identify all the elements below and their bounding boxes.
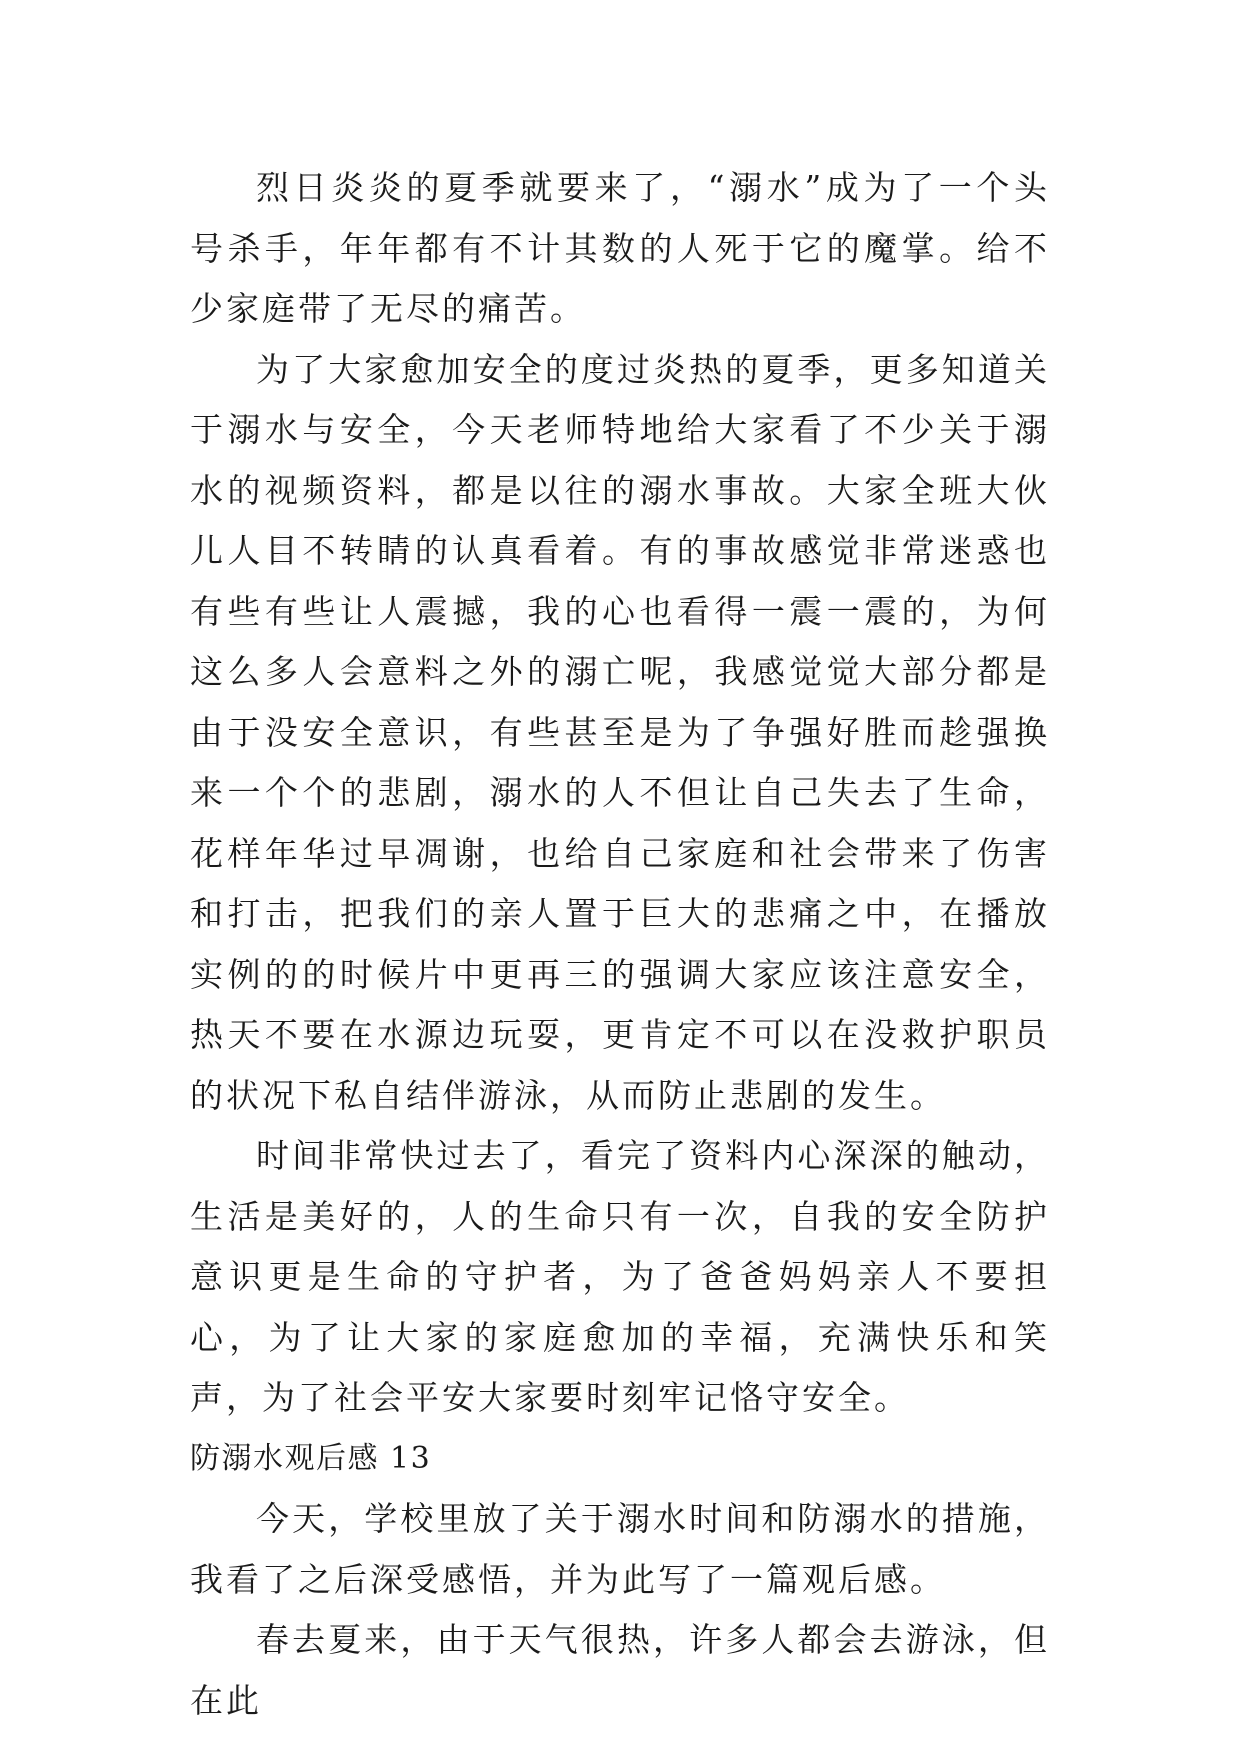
paragraph-1: 烈日炎炎的夏季就要来了，“溺水”成为了一个头号杀手，年年都有不计其数的人死于它的魔掌。给不少家庭带了无尽的痛苦。 — [190, 168, 1050, 328]
paragraph-5: 春去夏来，由于天气很热，许多人都会去游泳，但在此 — [190, 1620, 1050, 1720]
paragraph-2: 为了大家愈加安全的度过炎热的夏季，更多知道关于溺水与安全，今天老师特地给大家看了不少关于溺水的视频资料，都是以往的溺水事故。大家全班大伙儿人目不转睛的认真看着。有的事故感觉非常迷惑也有些有些让人震撼，我的心也看得一震一震的，为何这么多人会意料之外的溺亡呢，我感觉觉大部分都是由于没安全意识，有些甚至是为了争强好胜而趁强换来一个个的悲剧，溺水的人不但让自己失去了生命，花样年华过早凋谢，也给自己家庭和社会带来了伤害和打击，把我们的亲人置于巨大的悲痛之中，在播放实例的的时候片中更再三的强调大家应该注意安全，热天不要在水源边玩耍，更肯定不可以在没救护职员的状况下私自结伴游泳，从而防止悲剧的发生。 — [190, 349, 1050, 1115]
paragraph-4: 今天，学校里放了关于溺水时间和防溺水的措施，我看了之后深受感悟，并为此写了一篇观后感。 — [190, 1499, 1050, 1599]
section-heading: 防溺水观后感 13 — [190, 1440, 432, 1476]
document-body — [190, 158, 1050, 1731]
paragraph-3: 时间非常快过去了，看完了资料内心深深的触动，生活是美好的，人的生命只有一次，自我的安全防护意识更是生命的守护者，为了爸爸妈妈亲人不要担心，为了让大家的家庭愈加的幸福，充满快乐和笑声，为了社会平安大家要时刻牢记恪守安全。 — [190, 1136, 1050, 1417]
